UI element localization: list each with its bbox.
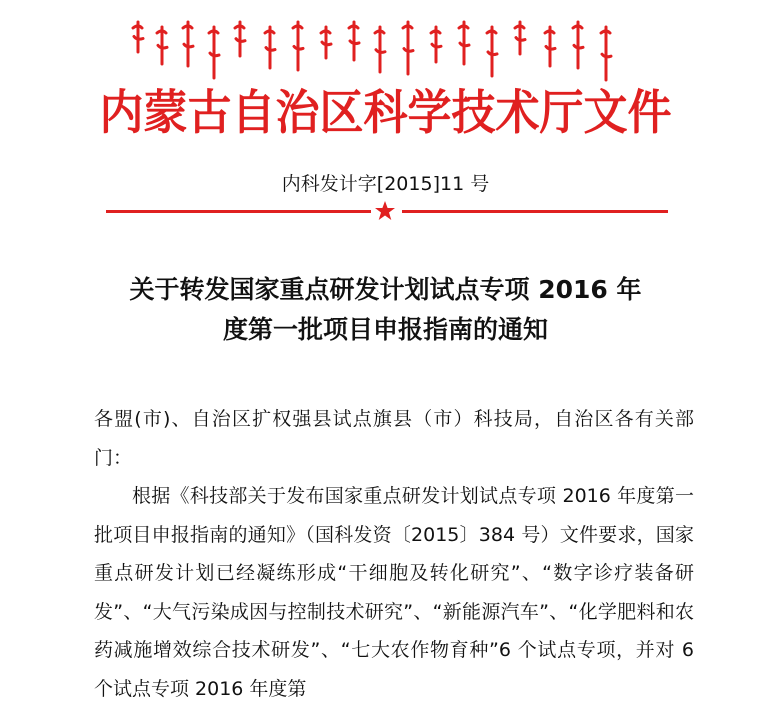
document-title-line-2: 度第一批项目申报指南的通知	[222, 315, 548, 344]
document-title-line-1: 关于转发国家重点研发计划试点专项 2016 年	[129, 275, 642, 304]
organization-title: 内蒙古自治区科学技术厅文件	[99, 85, 672, 141]
document-number: 内科发计字[2015]11 号	[281, 173, 490, 195]
red-divider-left	[106, 210, 371, 213]
star-icon	[374, 200, 396, 222]
salutation: 各盟(市)、自治区扩权强县试点旗县（市）科技局，自治区各有关部门：	[94, 408, 694, 469]
document-body	[94, 400, 694, 708]
mongolian-script-header	[130, 14, 630, 84]
body-paragraph: 根据《科技部关于发布国家重点研发计划试点专项 2016 年度第一批项目申报指南的通知》（国科发资〔2015〕384 号）文件要求，国家重点研发计划已经凝练形成“干细胞及转化研究”、“数字诊疗装备研发”、“大气污染成因与控制技术研究”、“新能源汽车”、“化学肥料和农药减施增效综合技术研发”、“七大农作物育种”6 个试点专项，并对 6 个试点专项 2016 年度第	[94, 485, 694, 700]
document-title	[60, 270, 711, 350]
red-divider-right	[402, 210, 668, 213]
